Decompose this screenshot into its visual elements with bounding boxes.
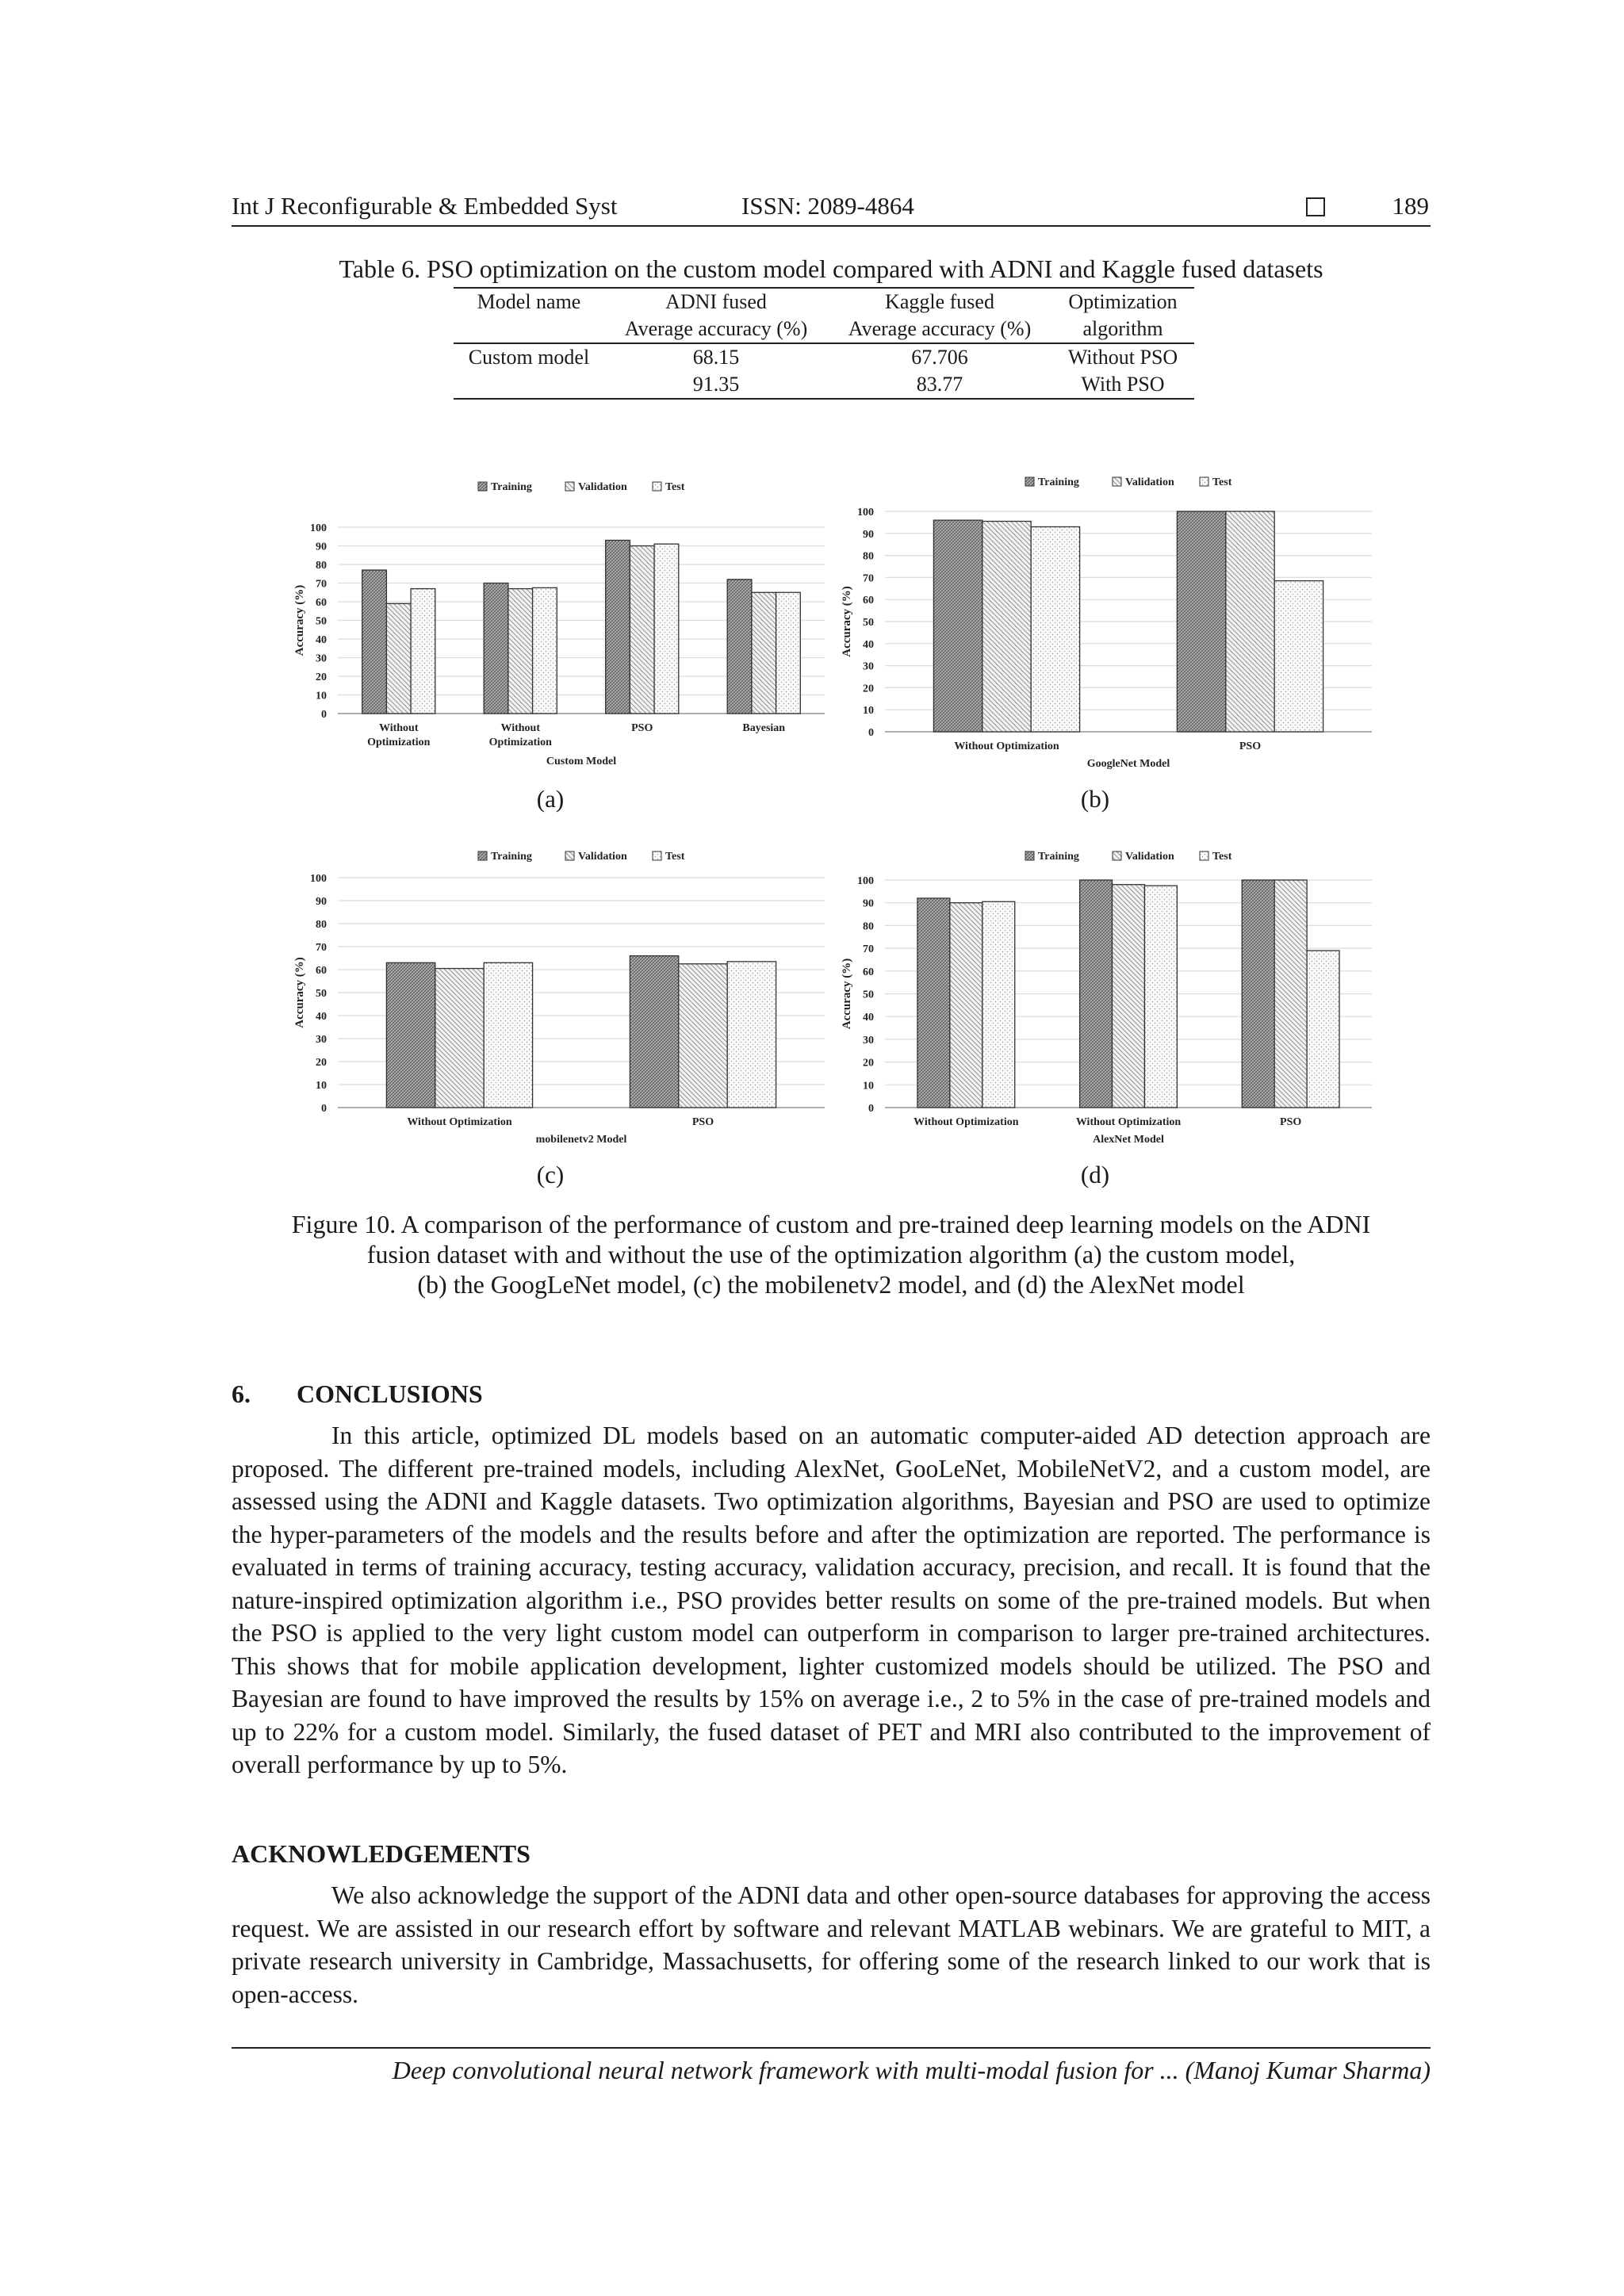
bar-training [362, 570, 387, 714]
y-tick-label: 10 [316, 690, 327, 702]
bar-validation [386, 603, 411, 714]
running-head-journal: Int J Reconfigurable & Embedded Syst [232, 192, 618, 220]
table-header-cell: algorithm [1082, 317, 1163, 340]
table-header-cell: Average accuracy (%) [624, 317, 808, 340]
x-tick-label: Bayesian [742, 722, 786, 734]
footer-text: Deep convolutional neural network framework with multi-modal fusion for ... (Manoj Kumar Sharma) [392, 2056, 1431, 2084]
header-rule [232, 225, 1431, 227]
bar-test [776, 592, 801, 714]
conclusions-body [232, 1419, 1431, 1781]
x-tick-label: Without Optimization [407, 1116, 512, 1128]
y-tick-label: 40 [316, 634, 327, 646]
legend-swatch [653, 482, 661, 491]
acknowledgements-paragraph: We also acknowledge the support of the ADNI data and other open-source databases for approving the access request. We are assisted in our research effort by software and relevant MATLAB webinars. We are grateful to MIT, a private research university in Cambridge, Massachusetts, for offering some of the research linked to our work that is open-access. [232, 1881, 1431, 2008]
y-tick-label: 30 [863, 660, 874, 673]
y-tick-label: 50 [863, 617, 874, 629]
y-tick-label: 80 [316, 919, 327, 931]
figure-caption-line: Figure 10. A comparison of the performance of custom and pre-trained deep learning models on the ADNI [291, 1210, 1371, 1238]
y-tick-label: 80 [863, 920, 874, 933]
table-cell: 83.77 [916, 373, 963, 396]
legend-label: Test [665, 851, 685, 863]
legend-swatch [1113, 477, 1121, 486]
y-tick-label: 100 [310, 873, 327, 885]
panel-label-d: (d) [1080, 1161, 1110, 1188]
bar-training [386, 962, 435, 1108]
bar-validation [1113, 885, 1145, 1108]
bar-validation [982, 522, 1031, 732]
legend-label: Training [1038, 851, 1079, 863]
table-cell: 68.15 [692, 346, 740, 369]
x-tick-label: PSO [691, 1116, 714, 1128]
y-tick-label: 50 [316, 615, 327, 628]
bar-validation [950, 903, 982, 1108]
y-tick-label: 70 [863, 572, 874, 585]
x-tick-label: PSO [1280, 1116, 1302, 1128]
y-tick-label: 70 [316, 578, 327, 591]
bar-validation [752, 592, 776, 714]
bar-test [1031, 526, 1079, 732]
figure-caption [232, 1209, 1431, 1299]
legend-swatch [478, 851, 487, 860]
bar-training [727, 580, 752, 714]
table-header-row [454, 316, 1194, 343]
y-tick-label: 60 [863, 595, 874, 607]
y-tick-label: 30 [863, 1034, 874, 1047]
y-tick-label: 30 [316, 652, 327, 665]
y-tick-label: 20 [316, 672, 327, 683]
panel-label-c: (c) [536, 1161, 565, 1188]
legend-label: Training [491, 481, 532, 493]
table-cell: 67.706 [911, 346, 968, 369]
bar-validation [630, 546, 654, 714]
legend-swatch [1200, 851, 1208, 860]
table-header-cell [454, 316, 604, 343]
legend-label: Training [491, 851, 532, 863]
figure-caption-line: (b) the GoogLeNet model, (c) the mobilenetv2 model, and (d) the AlexNet model [417, 1270, 1245, 1299]
bar-test [982, 901, 1015, 1108]
y-tick-label: 0 [868, 1103, 874, 1115]
table-header-cell: ADNI fused [665, 290, 767, 313]
table-row [454, 371, 1194, 398]
table-cell: Custom model [468, 346, 590, 369]
x-tick-label: PSO [631, 722, 653, 734]
bar-training [917, 898, 950, 1108]
checkbox-icon [1306, 192, 1325, 220]
bar-test [727, 962, 776, 1108]
running-head-issn: ISSN: 2089-4864 [741, 192, 914, 220]
bar-test [533, 587, 557, 714]
y-tick-label: 20 [863, 1057, 874, 1070]
legend-swatch [478, 482, 487, 491]
x-tick-label: Without Optimization [1075, 1116, 1182, 1128]
table-cell [454, 371, 604, 398]
table-row [454, 344, 1194, 371]
legend-swatch [1025, 851, 1034, 860]
table-cell: With PSO [1081, 373, 1165, 396]
conclusions-paragraph: In this article, optimized DL models based on an automatic computer-aided AD detection approach are proposed. The different pre-trained models, including AlexNet, GooLeNet, MobileNetV2, and a custom model, are assessed using the ADNI and Kaggle datasets. Two optimization algorithms, Bayesian and PSO are used to optimize the hyper-parameters of the models and the results before and after the optimization are reported. The performance is evaluated in terms of training accuracy, testing accuracy, validation accuracy, precision, and recall. It is found that the nature-inspired optimization algorithm i.e., PSO provides better results on some of the pre-trained models. But when the PSO is applied to the very light custom model can outperform in comparison to larger pre-trained architectures. This shows that for mobile application development, lighter customized models should be utilized. The PSO and Bayesian are found to have improved the results by 15% on average i.e., 2 to 5% in the case of pre-trained models and up to 22% for a custom model. Similarly, the fused dataset of PET and MRI also contributed to the improvement of overall performance by up to 5%. [232, 1422, 1431, 1778]
y-tick-label: 0 [868, 727, 874, 739]
bar-validation [1274, 880, 1307, 1108]
y-axis-label: Accuracy (%) [293, 584, 306, 656]
table-6 [454, 287, 1194, 400]
bar-training [1080, 880, 1113, 1108]
y-axis-label: Accuracy (%) [841, 586, 853, 657]
y-axis-label: Accuracy (%) [293, 957, 306, 1028]
bar-validation [435, 969, 484, 1108]
bar-training [1242, 880, 1274, 1108]
y-tick-label: 100 [310, 522, 327, 534]
bar-training [606, 540, 630, 714]
bar-test [1307, 951, 1339, 1108]
y-tick-label: 40 [863, 1012, 874, 1024]
y-tick-label: 90 [863, 897, 874, 910]
bar-test [1274, 581, 1323, 732]
y-tick-label: 60 [863, 966, 874, 978]
legend-label: Training [1038, 476, 1079, 488]
x-tick-label: Optimization [488, 737, 552, 748]
acknowledgements-body [232, 1879, 1431, 2011]
table-header-row [454, 289, 1194, 316]
y-tick-label: 50 [863, 989, 874, 1001]
y-tick-label: 70 [316, 942, 327, 954]
bar-validation [679, 964, 727, 1108]
chart-b [833, 472, 1388, 789]
bar-validation [508, 589, 533, 714]
x-tick-label: Optimization [367, 737, 431, 748]
chart-c [285, 848, 841, 1158]
legend-swatch [1025, 477, 1034, 486]
x-axis-label: mobilenetv2 Model [535, 1134, 627, 1146]
legend-swatch [1113, 851, 1121, 860]
x-axis-label: GoogleNet Model [1086, 758, 1170, 770]
table-header-cell: Kaggle fused [885, 290, 994, 313]
x-tick-label: Without Optimization [954, 740, 1059, 752]
bar-training [484, 584, 508, 714]
y-tick-label: 60 [316, 965, 327, 977]
y-tick-label: 90 [316, 896, 327, 908]
bar-training [933, 520, 982, 732]
table-header-cell: Model name [477, 290, 581, 313]
y-tick-label: 0 [321, 709, 327, 721]
bar-test [1144, 886, 1177, 1108]
legend-label: Validation [578, 481, 627, 493]
footer-rule [232, 2047, 1431, 2049]
bar-test [654, 544, 679, 714]
y-tick-label: 50 [316, 988, 327, 1000]
y-tick-label: 80 [863, 550, 874, 563]
bar-validation [1226, 511, 1274, 732]
y-tick-label: 40 [863, 638, 874, 651]
x-axis-label: Custom Model [546, 756, 617, 767]
legend-label: Validation [1125, 851, 1174, 863]
bar-test [411, 589, 435, 714]
acknowledgements-title: ACKNOWLEDGEMENTS [232, 1839, 530, 1868]
y-axis-label: Accuracy (%) [841, 958, 853, 1030]
y-tick-label: 10 [863, 1080, 874, 1093]
table-header-cell: Optimization [1068, 290, 1178, 313]
y-tick-label: 20 [863, 683, 874, 695]
x-tick-label: Without [378, 722, 419, 734]
bar-test [484, 962, 532, 1108]
legend-label: Validation [1125, 476, 1174, 488]
legend-label: Test [1212, 476, 1232, 488]
legend-swatch [565, 851, 574, 860]
bar-training [1177, 511, 1225, 732]
y-tick-label: 10 [316, 1080, 327, 1092]
y-tick-label: 90 [863, 528, 874, 541]
section-title: CONCLUSIONS [297, 1380, 483, 1408]
table-caption: Table 6. PSO optimization on the custom model compared with ADNI and Kaggle fused datasets [339, 254, 1323, 283]
legend-label: Test [665, 481, 685, 493]
y-tick-label: 80 [316, 560, 327, 572]
y-tick-label: 10 [863, 705, 874, 718]
panel-label-a: (a) [536, 785, 565, 813]
table-cell: Without PSO [1067, 346, 1178, 369]
y-tick-label: 20 [316, 1057, 327, 1069]
legend-swatch [653, 851, 661, 860]
y-tick-label: 100 [857, 875, 874, 887]
x-tick-label: Without [500, 722, 541, 734]
page-number: 189 [1392, 192, 1429, 220]
legend-label: Validation [578, 851, 627, 863]
figure-caption-line: fusion dataset with and without the use of the optimization algorithm (a) the custom model, [366, 1240, 1296, 1269]
panel-label-b: (b) [1080, 785, 1110, 813]
legend-swatch [565, 482, 574, 491]
bar-training [630, 956, 678, 1108]
legend-swatch [1200, 477, 1208, 486]
chart-d [833, 848, 1388, 1158]
y-tick-label: 70 [863, 943, 874, 956]
section-number: 6. [232, 1380, 251, 1408]
table-header-cell: Average accuracy (%) [848, 317, 1032, 340]
chart-a [285, 472, 841, 789]
y-tick-label: 30 [316, 1034, 327, 1046]
y-tick-label: 60 [316, 597, 327, 609]
x-axis-label: AlexNet Model [1093, 1134, 1164, 1146]
x-tick-label: Without Optimization [914, 1116, 1019, 1128]
y-tick-label: 40 [316, 1011, 327, 1023]
table-cell: 91.35 [692, 373, 740, 396]
y-tick-label: 90 [316, 541, 327, 553]
legend-label: Test [1212, 851, 1232, 863]
x-tick-label: PSO [1239, 740, 1262, 752]
y-tick-label: 100 [857, 507, 874, 519]
y-tick-label: 0 [321, 1103, 327, 1115]
